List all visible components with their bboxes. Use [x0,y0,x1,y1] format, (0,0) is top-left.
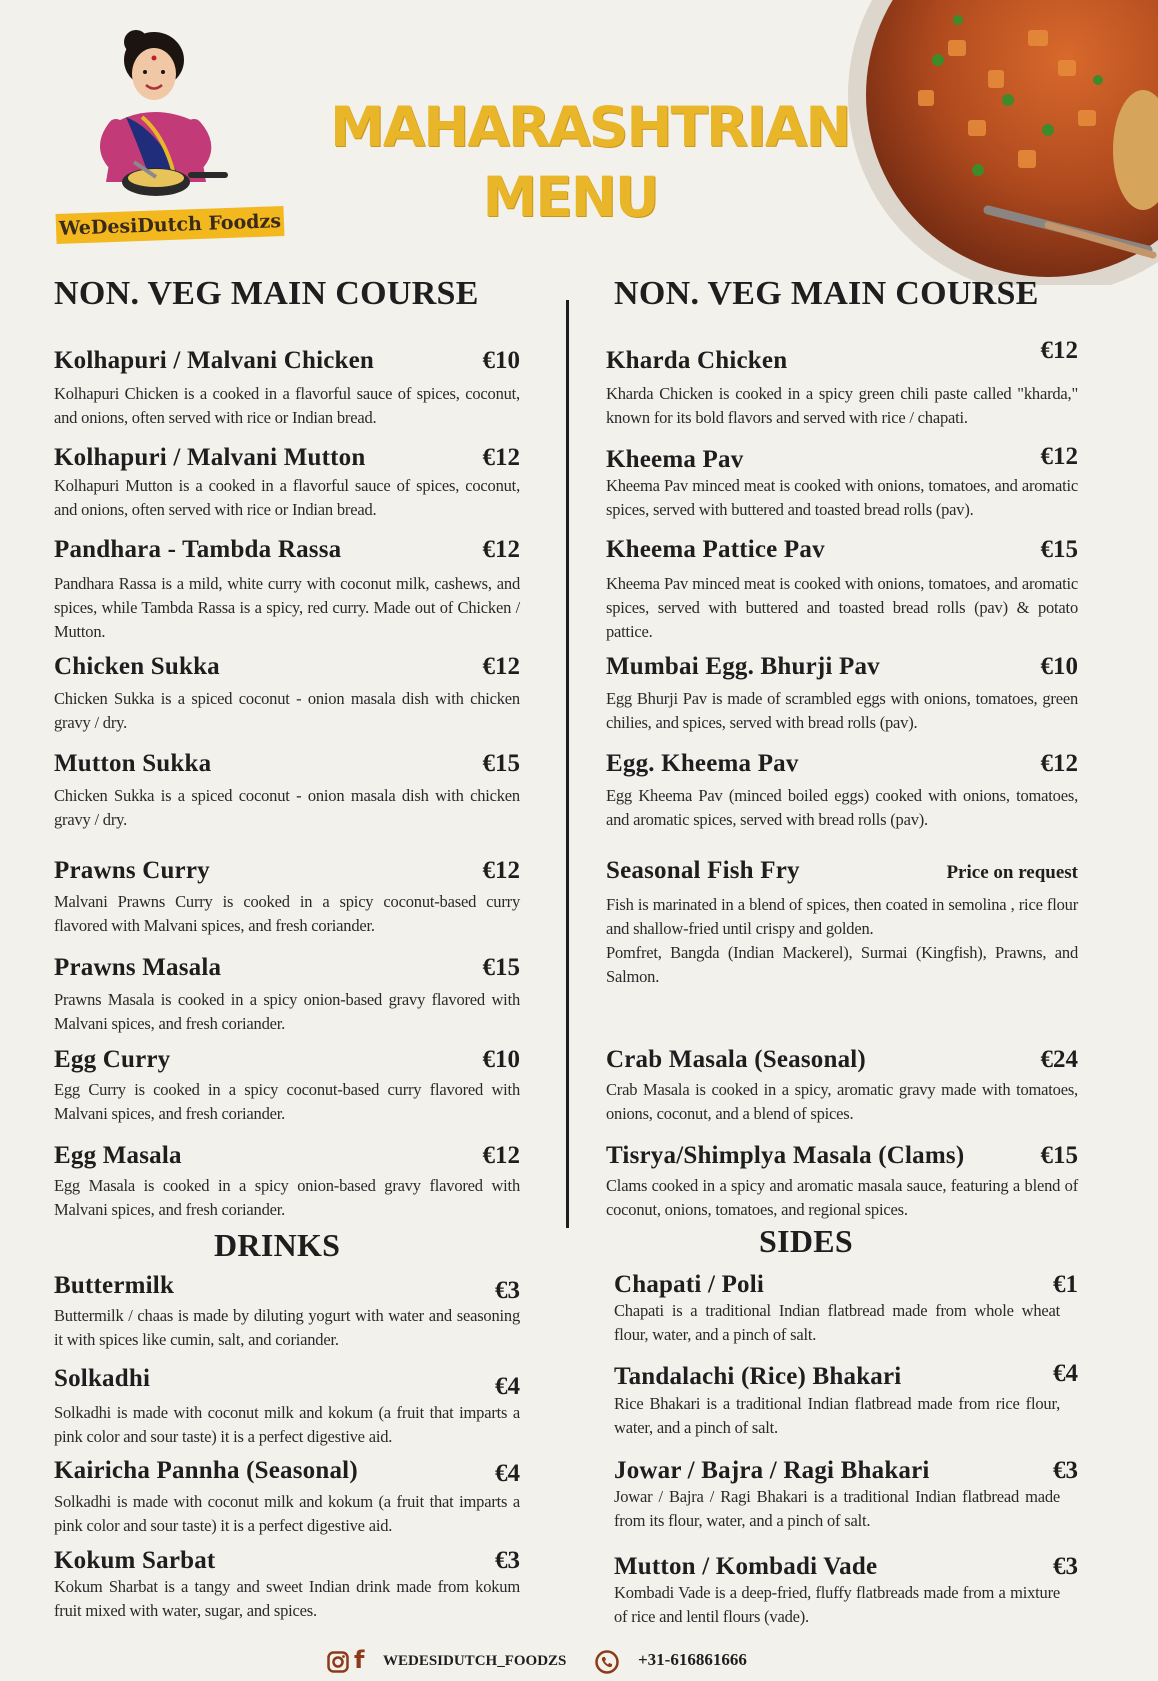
item-description: Egg Kheema Pav (minced boiled eggs) cooked with onions, tomatoes, and aromatic spices, served with bread rolls (pav). [606,786,1078,829]
item-description: Clams cooked in a spicy and aromatic masala sauce, featuring a blend of coconut, onions, tomatoes, and regional spices. [606,1176,1078,1219]
item-description: Kharda Chicken is cooked in a spicy green chili paste called "kharda," known for its bold flavors and served with rice / chapati. [606,384,1078,427]
item-price: €4 [495,1460,520,1487]
dish-photo [818,0,1158,285]
page-title [330,92,850,232]
item-price: €24 [1040,1046,1078,1073]
item-price: €10 [482,1046,520,1073]
item-price: €3 [495,1547,520,1574]
item-name: Egg Curry [54,1046,171,1073]
item-price: €12 [1040,337,1078,364]
item-price: €3 [495,1277,520,1304]
item-name: Tisrya/Shimplya Masala (Clams) [606,1142,965,1169]
item-name: Buttermilk [54,1272,175,1299]
item-price: €4 [1053,1360,1078,1387]
item-price: €12 [1040,750,1078,777]
item-price: €1 [1053,1271,1078,1298]
item-name: Mutton Sukka [54,750,212,777]
social-handle[interactable]: WEDESIDUTCH_FOODZS [383,1653,567,1669]
item-name: Seasonal Fish Fry [606,857,800,884]
item-price: €3 [1053,1553,1078,1580]
item-price: €4 [495,1373,520,1400]
column-divider [566,300,569,1228]
item-description: Prawns Masala is cooked in a spicy onion-based gravy flavored with Malvani spices, and fresh coriander. [54,990,520,1033]
item-price: €12 [482,536,520,563]
item-description: Kolhapuri Mutton is a cooked in a flavorful sauce of spices, coconut, and onions, often served with rice or Indian bread. [54,476,520,519]
item-price: €15 [1040,536,1078,563]
instagram-icon[interactable] [327,1651,349,1673]
item-name: Chapati / Poli [614,1271,765,1298]
item-name: Tandalachi (Rice) Bhakari [614,1363,902,1390]
left-section-heading: NON. VEG MAIN COURSE [54,275,479,312]
footer [0,1648,1158,1678]
title-line-1: MAHARASHTRIAN [330,95,850,159]
item-description: Kombadi Vade is a deep-fried, fluffy flatbreads made from a mixture of rice and lentil flours (vade). [614,1583,1060,1626]
item-price: Price on request [946,862,1078,883]
item-name: Chicken Sukka [54,653,220,680]
phone-number[interactable]: +31-616861666 [638,1650,747,1669]
item-description-fish-list: Pomfret, Bangda (Indian Mackerel), Surmai (Kingfish), Prawns, and Salmon. [606,943,1078,986]
item-description: Egg Masala is cooked in a spicy onion-based gravy flavored with Malvani spices, and fresh coriander. [54,1176,520,1219]
item-description: Chapati is a traditional Indian flatbread made from whole wheat flour, water, and a pinch of salt. [614,1301,1060,1344]
item-name: Mumbai Egg. Bhurji Pav [606,653,880,680]
item-name: Solkadhi [54,1365,151,1392]
item-description: Kheema Pav minced meat is cooked with onions, tomatoes, and aromatic spices, served with buttered and toasted bread rolls (pav). [606,476,1078,519]
facebook-icon[interactable]: f [354,1646,365,1674]
item-price: €3 [1053,1457,1078,1484]
item-price: €12 [482,857,520,884]
item-description: Egg Curry is cooked in a spicy coconut-based curry flavored with Malvani spices, and fresh coriander. [54,1080,520,1123]
item-description: Fish is marinated in a blend of spices, then coated in semolina , rice flour and shallow-fried until crispy and golden. [606,895,1078,938]
right-section-heading: NON. VEG MAIN COURSE [614,275,1039,312]
item-name: Pandhara - Tambda Rassa [54,536,342,563]
item-name: Mutton / Kombadi Vade [614,1553,878,1580]
item-description: Crab Masala is cooked in a spicy, aromatic gravy made with tomatoes, onions, coconut, and a blend of spices. [606,1080,1078,1123]
item-price: €12 [1040,443,1078,470]
item-name: Egg. Kheema Pav [606,750,799,777]
item-price: €15 [482,750,520,777]
item-name: Prawns Curry [54,857,210,884]
item-name: Kheema Pattice Pav [606,536,825,563]
item-name: Kharda Chicken [606,347,788,374]
item-description: Buttermilk / chaas is made by diluting yogurt with water and seasoning it with spices like cumin, salt, and coriander. [54,1306,520,1349]
item-description: Egg Bhurji Pav is made of scrambled eggs with onions, tomatoes, green chilies, and spices, served with bread rolls (pav). [606,689,1078,732]
item-description: Malvani Prawns Curry is cooked in a spicy coconut-based curry flavored with Malvani spices, and fresh coriander. [54,892,520,935]
item-description: Solkadhi is made with coconut milk and kokum (a fruit that imparts a pink color and sour taste) it is a perfect digestive aid. [54,1492,520,1535]
item-name: Egg Masala [54,1142,182,1169]
item-name: Jowar / Bajra / Ragi Bhakari [614,1457,930,1484]
item-name: Kairicha Pannha (Seasonal) [54,1457,358,1484]
item-price: €15 [482,954,520,981]
title-line-2: MENU [482,165,658,229]
item-description: Kolhapuri Chicken is a cooked in a flavorful sauce of spices, coconut, and onions, often served with rice or Indian bread. [54,384,520,427]
item-description: Solkadhi is made with coconut milk and kokum (a fruit that imparts a pink color and sour taste) it is a perfect digestive aid. [54,1403,520,1446]
brand-badge: WeDesiDutch Foodzs [56,206,285,244]
drinks-heading: DRINKS [214,1227,341,1263]
phone-icon [595,1650,619,1674]
item-description: Chicken Sukka is a spiced coconut - onion masala dish with chicken gravy / dry. [54,689,520,732]
item-name: Crab Masala (Seasonal) [606,1046,866,1073]
item-name: Kolhapuri / Malvani Mutton [54,444,366,471]
item-description: Chicken Sukka is a spiced coconut - onion masala dish with chicken gravy / dry. [54,786,520,829]
item-name: Kokum Sarbat [54,1547,216,1574]
item-description: Pandhara Rassa is a mild, white curry with coconut milk, cashews, and spices, while Tambda Rassa is a spicy, red curry. Made out of Chicken / Mutton. [54,574,520,641]
item-price: €12 [482,653,520,680]
item-description: Kheema Pav minced meat is cooked with onions, tomatoes, and aromatic spices, served with buttered and toasted bread rolls (pav) & potato pattice. [606,574,1078,641]
item-name: Kheema Pav [606,446,744,473]
item-price: €12 [482,444,520,471]
item-name: Prawns Masala [54,954,222,981]
item-price: €10 [1040,653,1078,680]
item-price: €12 [482,1142,520,1169]
item-description: Rice Bhakari is a traditional Indian flatbread made from rice flour, water, and a pinch of salt. [614,1394,1060,1437]
item-description: Jowar / Bajra / Ragi Bhakari is a traditional Indian flatbread made from its flour, water, and a pinch of salt. [614,1487,1060,1530]
sides-heading: SIDES [759,1223,853,1259]
item-price: €10 [482,347,520,374]
item-price: €15 [1040,1142,1078,1169]
item-description: Kokum Sharbat is a tangy and sweet Indian drink made from kokum fruit mixed with water, sugar, and spices. [54,1577,520,1620]
item-name: Kolhapuri / Malvani Chicken [54,347,375,374]
